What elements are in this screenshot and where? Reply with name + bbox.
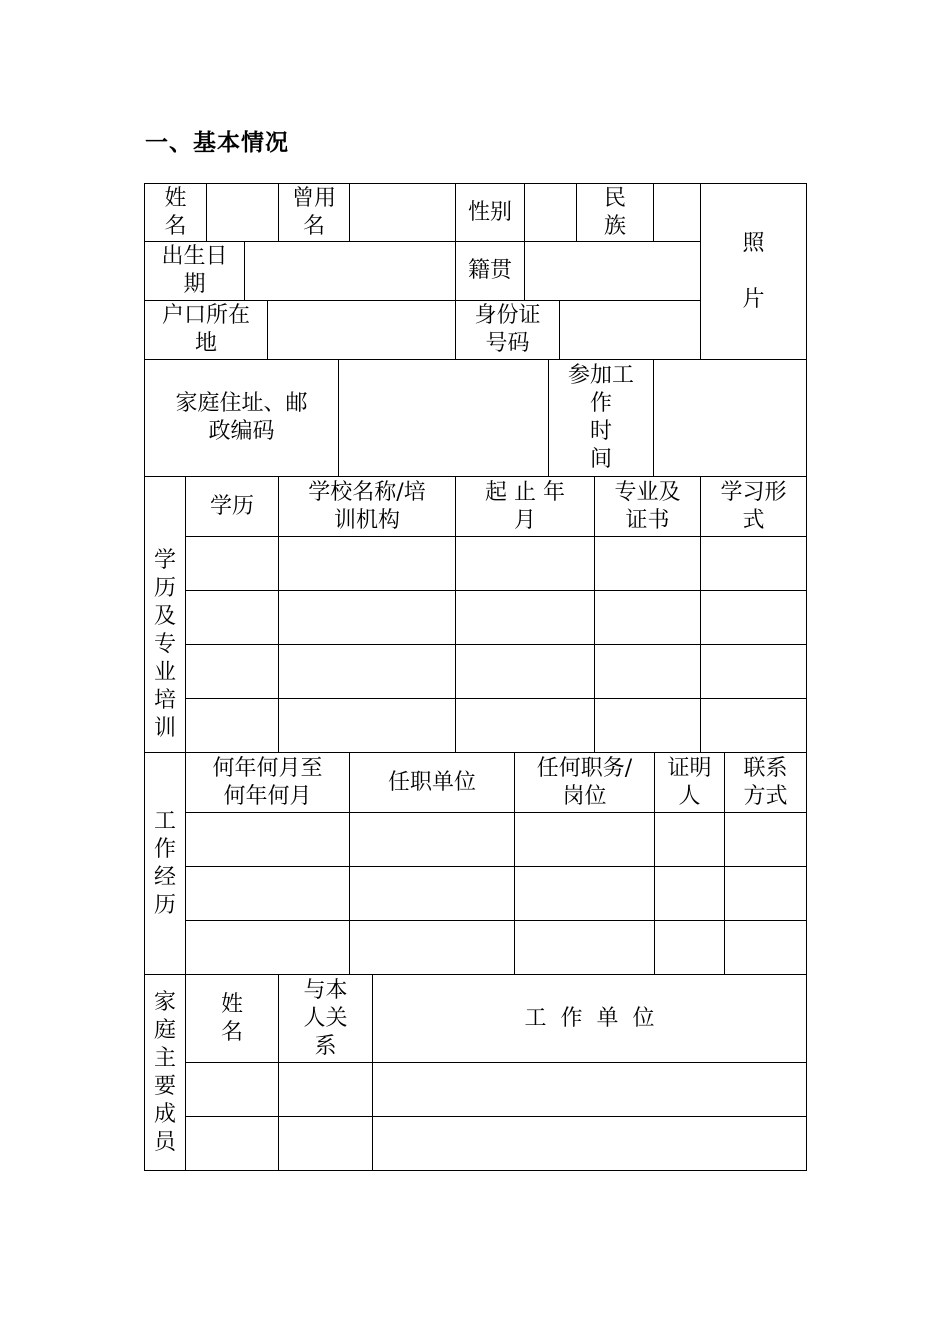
position-header: 任何职务/ 岗位 (536, 755, 633, 809)
former-name-label: 曾用 名 (291, 185, 336, 239)
row-line (185, 920, 807, 921)
gender-label: 性别 (467, 199, 512, 225)
col-line (338, 359, 339, 476)
section-title: 一、基本情况 (145, 130, 289, 156)
relationship-header: 与本 人关 系 (303, 977, 348, 1059)
ethnicity-label: 民 族 (603, 185, 626, 239)
col-line (559, 300, 560, 359)
row-line (185, 812, 807, 813)
native-place-label: 籍贯 (467, 258, 512, 283)
photo-label: 照 片 (742, 230, 765, 312)
study-form-header: 学习形 式 (720, 479, 787, 533)
work-period-header: 何年何月至 何年何月 (212, 755, 323, 809)
col-line (653, 359, 654, 476)
col-line (653, 183, 654, 241)
major-header: 专业及 证书 (614, 479, 681, 533)
contact-header: 联系 方式 (743, 755, 788, 809)
col-line (206, 183, 207, 241)
school-header: 学校名称/培 训机构 (308, 479, 426, 533)
id-number-label: 身份证 号码 (474, 303, 541, 356)
employer-header: 任职单位 (387, 769, 476, 795)
period-header: 起 止 年 月 (485, 479, 565, 533)
form-border-right (806, 183, 807, 1171)
family-side-label: 家 庭 主 要 成 员 (153, 989, 176, 1155)
education-header: 学历 (209, 493, 254, 519)
birth-date-label: 出生日 期 (161, 244, 228, 297)
work-side-label: 工 作 经 历 (153, 808, 176, 918)
reference-header: 证明 人 (667, 755, 712, 809)
col-line (349, 183, 350, 241)
address-label: 家庭住址、邮 政编码 (175, 391, 308, 444)
work-unit-header: 工 作 单 位 (524, 1005, 655, 1031)
work-start-label: 参加工 作 时 间 (567, 363, 634, 472)
col-line (244, 241, 245, 300)
row-line (185, 866, 807, 867)
col-line (524, 183, 525, 300)
name-label: 姓 名 (164, 185, 187, 239)
education-side-label: 学 历 及 专 业 培 训 (153, 547, 176, 741)
hukou-label: 户口所在 地 (161, 303, 250, 356)
col-line (267, 300, 268, 359)
form-border-bottom (144, 1170, 807, 1171)
family-name-header: 姓 名 (220, 991, 243, 1045)
